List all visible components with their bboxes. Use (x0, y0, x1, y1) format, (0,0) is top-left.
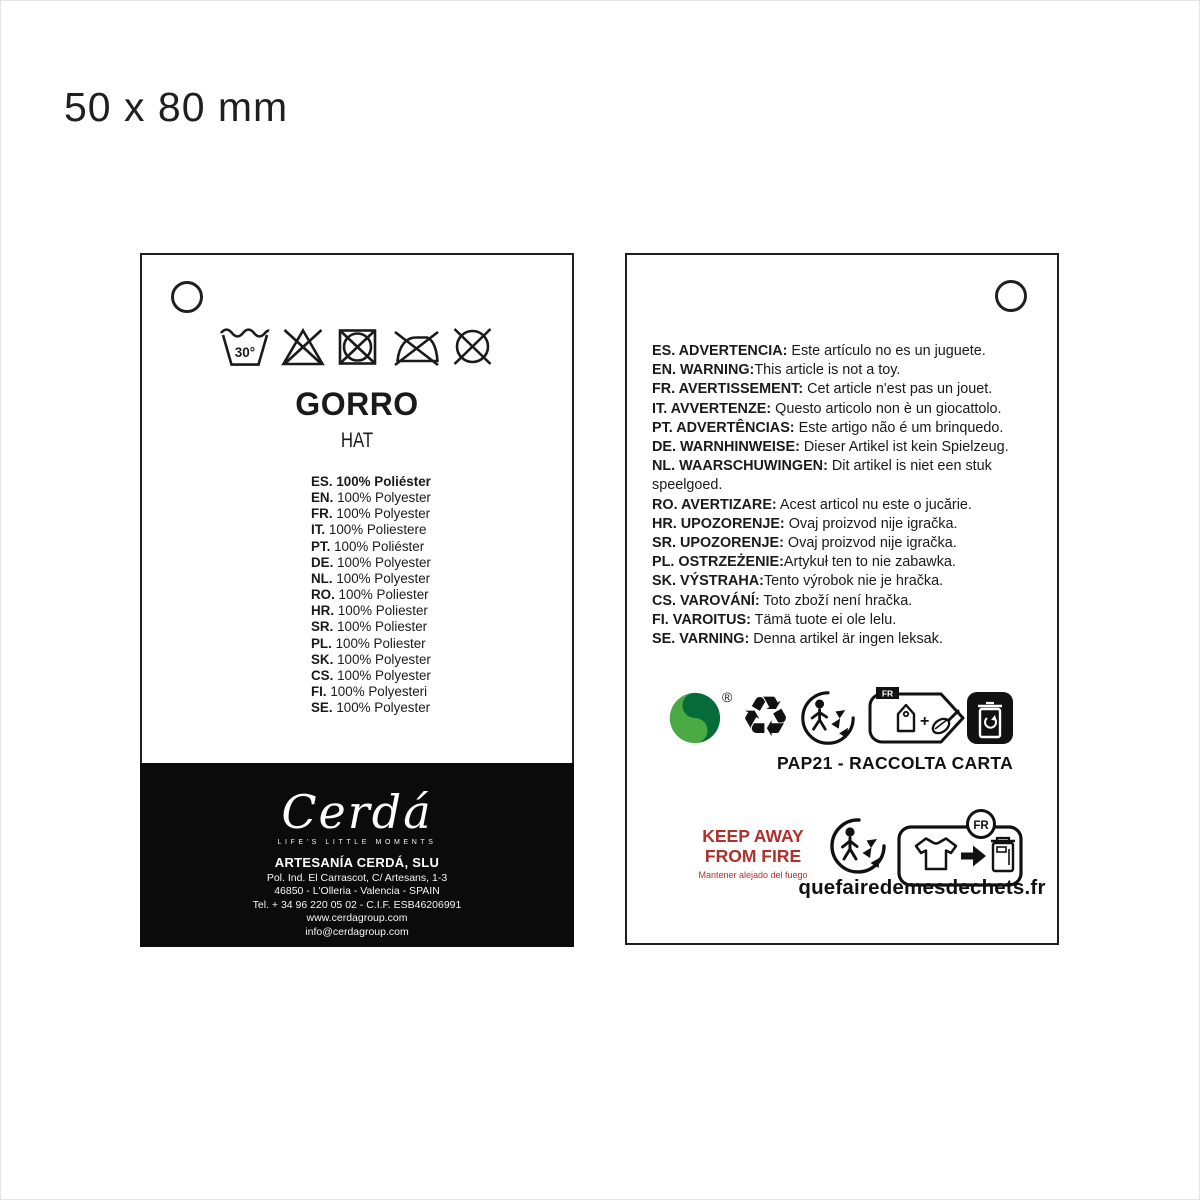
warnings-list (652, 342, 1044, 649)
do-not-dry-clean-icon (450, 325, 495, 368)
warning-language-label: IT. AVVERTENZE: (652, 400, 772, 417)
wash-30-icon (219, 325, 271, 368)
warning-language-label: PL. OSTRZEŻENIE: (652, 554, 784, 571)
composition-value: 100% Polyester (337, 490, 431, 506)
company-website: www.cerdagroup.com (306, 912, 408, 925)
fr-circle-label: FR (973, 820, 989, 832)
warning-language-label: SE. VARNING: (652, 631, 750, 648)
composition-lang: DE. (311, 554, 334, 570)
front-tag-body (140, 253, 574, 765)
composition-value: 100% Poliester (337, 603, 428, 619)
warning-text: Questo articolo non è un giocattolo. (771, 400, 1002, 417)
composition-value: 100% Poliester (338, 587, 429, 603)
back-tag (625, 253, 1059, 945)
company-address-line2: 46850 - L'Olleria - Valencia - SPAIN (274, 885, 440, 898)
composition-lang: ES. (311, 474, 333, 489)
composition-row (311, 619, 431, 635)
warning-language-label: NL. WAARSCHUWINGEN: (652, 458, 828, 475)
size-label: 50 x 80 mm (64, 84, 289, 130)
composition-row (311, 603, 431, 619)
warning-row (652, 592, 1044, 611)
warning-row (652, 342, 1044, 361)
warning-row (652, 515, 1044, 534)
composition-row (311, 587, 431, 603)
plus-sign: + (919, 713, 929, 730)
do-not-iron-icon (389, 325, 441, 368)
warning-language-label: FR. AVERTISSEMENT: (652, 381, 804, 398)
warning-text: Denna artikel är ingen leksak. (749, 631, 943, 648)
composition-row (311, 636, 431, 652)
warning-row (652, 496, 1044, 515)
fr-tab-label: FR (881, 688, 893, 699)
composition-value: 100% Polyesteri (330, 684, 428, 700)
paper-recycling-label: PAP21 - RACCOLTA CARTA (776, 753, 1014, 773)
composition-row (311, 571, 431, 587)
warning-row (652, 553, 1044, 572)
fire-warning (682, 826, 824, 880)
warning-row (652, 611, 1044, 630)
warning-language-label: PT. ADVERTÊNCIAS: (652, 419, 795, 436)
warning-text: Artykuł ten to nie zabawka. (783, 554, 956, 571)
warning-text: Tento výrobok nie je hračka. (763, 573, 944, 590)
composition-value: 100% Polyester (337, 651, 431, 667)
composition-lang: FR. (311, 506, 333, 522)
composition-value: 100% Polyester (336, 700, 431, 716)
triman-icon (800, 690, 856, 746)
warning-text: Este artículo no es un juguete. (787, 343, 986, 359)
company-email: info@cerdagroup.com (305, 925, 409, 938)
warning-language-label: SK. VÝSTRAHA: (652, 573, 764, 590)
punch-hole-icon (171, 281, 203, 313)
green-dot-icon (669, 692, 721, 744)
warning-row (652, 400, 1044, 419)
composition-lang: IT. (311, 522, 326, 538)
warning-row (652, 361, 1044, 380)
warning-text: This article is not a toy. (754, 362, 901, 379)
composition-list (311, 474, 431, 716)
composition-value: 100% Poliestere (328, 522, 427, 538)
composition-lang: SE. (311, 700, 333, 716)
warning-language-label: RO. AVERTIZARE: (652, 496, 777, 513)
company-address-line1: Pol. Ind. El Carrascot, C/ Artesans, 1-3 (266, 872, 448, 884)
green-dot-wrap (669, 689, 733, 744)
warning-text: Acest articol nu este o jucărie. (776, 496, 972, 513)
registered-trademark-icon: ® (722, 689, 733, 705)
composition-lang: SK. (311, 651, 334, 667)
warning-language-label: SR. UPOZORENJE: (652, 535, 784, 552)
warning-text: Tämä tuote ei ole lelu. (750, 611, 897, 628)
warning-text: Toto zboží není hračka. (759, 592, 913, 609)
front-tag (140, 253, 574, 947)
composition-lang: PL. (311, 635, 332, 651)
warning-language-label: ES. ADVERTENCIA: (652, 343, 788, 359)
warning-row (652, 572, 1044, 591)
do-not-bleach-icon (280, 325, 326, 368)
warning-row (652, 380, 1044, 399)
warning-language-label: FI. VAROITUS: (652, 611, 751, 628)
composition-lang: SR. (311, 619, 334, 635)
composition-row (311, 652, 431, 668)
warning-row (652, 457, 1044, 495)
composition-value: 100% Poliester (337, 619, 428, 635)
punch-hole-icon (995, 280, 1027, 312)
do-not-tumble-dry-icon (335, 325, 380, 368)
composition-lang: CS. (311, 667, 334, 683)
composition-row (311, 700, 431, 716)
composition-value: 100% Poliéster (334, 538, 425, 554)
fire-warning-line1: KEEP AWAY (702, 826, 804, 846)
composition-value: 100% Polyester (337, 554, 431, 570)
warning-row (652, 419, 1044, 438)
warning-language-label: HR. UPOZORENJE: (652, 515, 785, 532)
composition-lang: NL. (311, 570, 333, 586)
composition-value: 100% Polyester (336, 506, 431, 522)
care-symbols-row (142, 325, 572, 368)
composition-value: 100% Polyester (337, 667, 431, 683)
product-title: GORRO (295, 386, 419, 422)
warning-row (652, 438, 1044, 457)
brand-tagline: LIFE'S LITTLE MOMENTS (277, 839, 437, 846)
composition-row (311, 668, 431, 684)
composition-lang: HR. (311, 603, 335, 619)
company-name: ARTESANÍA CERDÁ, SLU (274, 855, 440, 870)
warning-language-label: EN. WARNING: (652, 362, 755, 379)
fire-warning-line2: FROM FIRE (704, 846, 802, 866)
warning-language-label: DE. WARNHINWEISE: (652, 439, 800, 456)
recycling-icons-row (669, 685, 1017, 751)
composition-row (311, 684, 431, 700)
composition-row (311, 555, 431, 571)
warning-text: Ovaj proizvod nije igračka. (783, 535, 957, 552)
composition-row (311, 539, 431, 555)
composition-value: 100% Poliester (335, 635, 426, 651)
composition-row (311, 474, 431, 490)
warning-row (652, 630, 1044, 649)
warning-text: Dit artikel is niet een stuk speelgoed. (652, 458, 992, 494)
composition-lang: PT. (311, 538, 331, 554)
warning-text: Dieser Artikel ist kein Spielzeug. (799, 439, 1009, 456)
waste-info-url: quefairedemesdechets.fr (798, 876, 1046, 899)
recycling-mobius-icon: ♻ (740, 685, 791, 750)
product-subtitle: HAT (340, 429, 374, 452)
warning-text: Este artigo não é um brinquedo. (794, 419, 1004, 436)
composition-value: 100% Poliéster (336, 474, 431, 489)
composition-lang: EN. (311, 490, 334, 506)
warning-row (652, 534, 1044, 553)
composition-row (311, 522, 431, 538)
company-tel-cif: Tel. + 34 96 220 05 02 - C.I.F. ESB46206991 (252, 898, 462, 911)
composition-row (311, 506, 431, 522)
composition-value: 100% Polyester (336, 570, 431, 586)
warning-text: Ovaj proizvod nije igračka. (784, 515, 958, 532)
composition-lang: FI. (311, 684, 327, 700)
warning-language-label: CS. VAROVÁNÍ: (652, 592, 760, 609)
brand-footer (140, 763, 574, 947)
fire-warning-subtext: Mantener alejado del fuego (698, 870, 808, 880)
wash-temp-label: 30° (234, 345, 256, 360)
composition-row (311, 490, 431, 506)
paper-sorting-pictogram (865, 686, 1017, 750)
composition-lang: RO. (311, 587, 335, 603)
warning-text: Cet article n'est pas un jouet. (803, 381, 993, 398)
brand-logo: Cerdá (281, 785, 433, 839)
